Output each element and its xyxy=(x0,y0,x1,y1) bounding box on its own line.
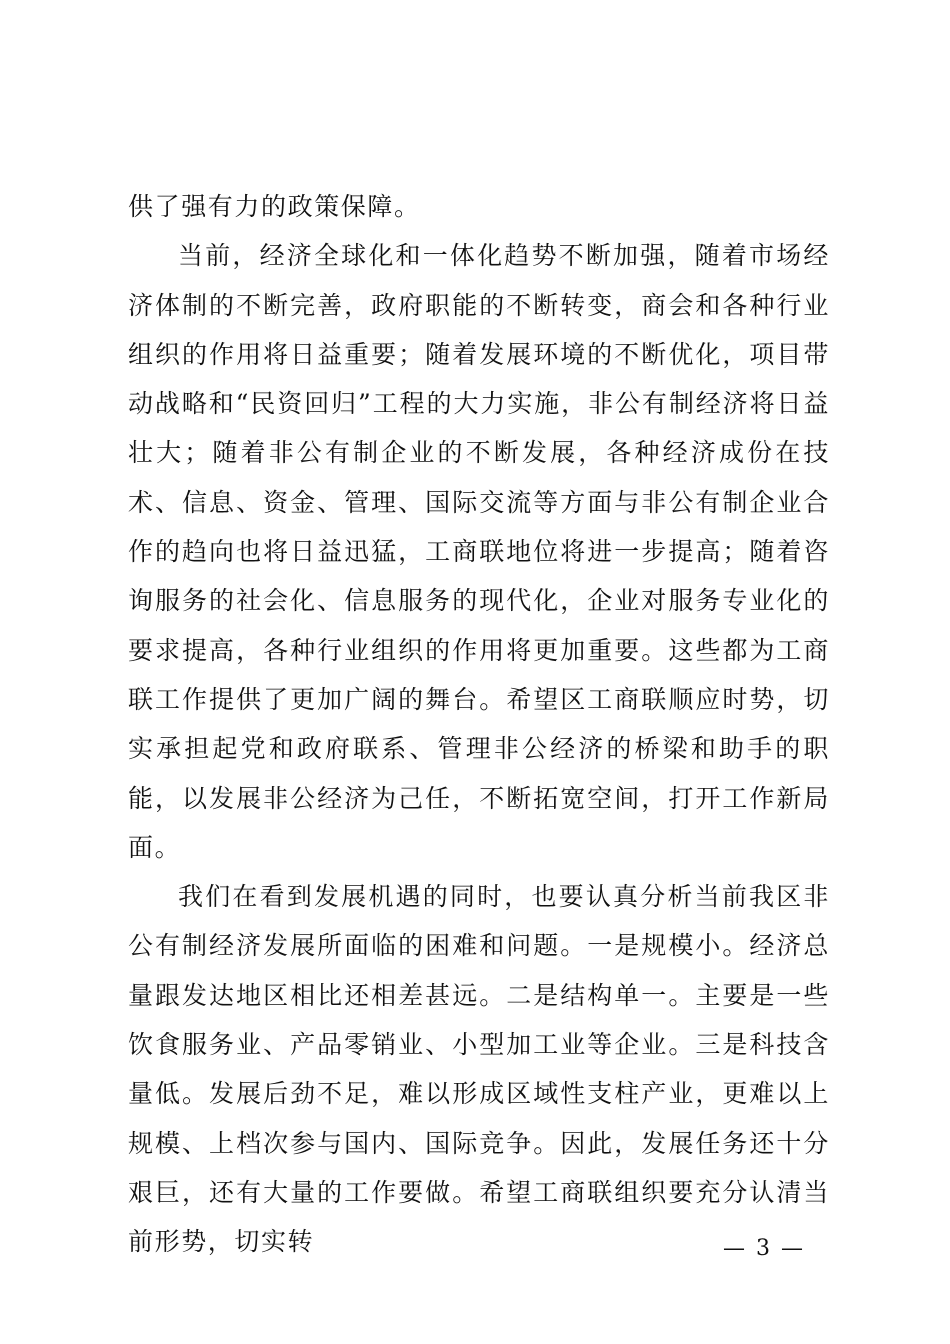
paragraph-challenges: 我们在看到发展机遇的同时，也要认真分析当前我区非公有制经济发展所面临的困难和问题。一是规模小。经济总量跟发达地区相比还相差甚远。二是结构单一。主要是一些饮食服务业、产品零销业、小型加工业等企业。三是科技含量低。发展后劲不足，难以形成区域性支柱产业，更难以上规模、上档次参与国内、国际竞争。因此，发展任务还十分艰巨，还有大量的工作要做。希望工商联组织要充分认清当前形势，切实转 xyxy=(128,882,830,1257)
paragraph-continuation: 供了强有力的政策保障。 xyxy=(128,192,421,221)
paragraph-opportunities: 当前，经济全球化和一体化趋势不断加强，随着市场经济体制的不断完善，政府职能的不断转变，商会和各种行业组织的作用将日益重要；随着发展环境的不断优化，项目带动战略和“民资回归”工程的大力实施，非公有制经济将日益壮大；随着非公有制企业的不断发展，各种经济成份在技术、信息、资金、管理、国际交流等方面与非公有制企业合作的趋向也将日益迅猛，工商联地位将进一步提高；随着咨询服务的社会化、信息服务的现代化，企业对服务专业化的要求提高，各种行业组织的作用将更加重要。这些都为工商联工作提供了更加广阔的舞台。希望区工商联顺应时势，切实承担起党和政府联系、管理非公经济的桥梁和助手的职能，以发展非公经济为己任，不断拓宽空间，打开工作新局面。 xyxy=(128,241,830,862)
page-number: — 3 — xyxy=(723,1236,805,1261)
body-text xyxy=(128,182,830,1267)
